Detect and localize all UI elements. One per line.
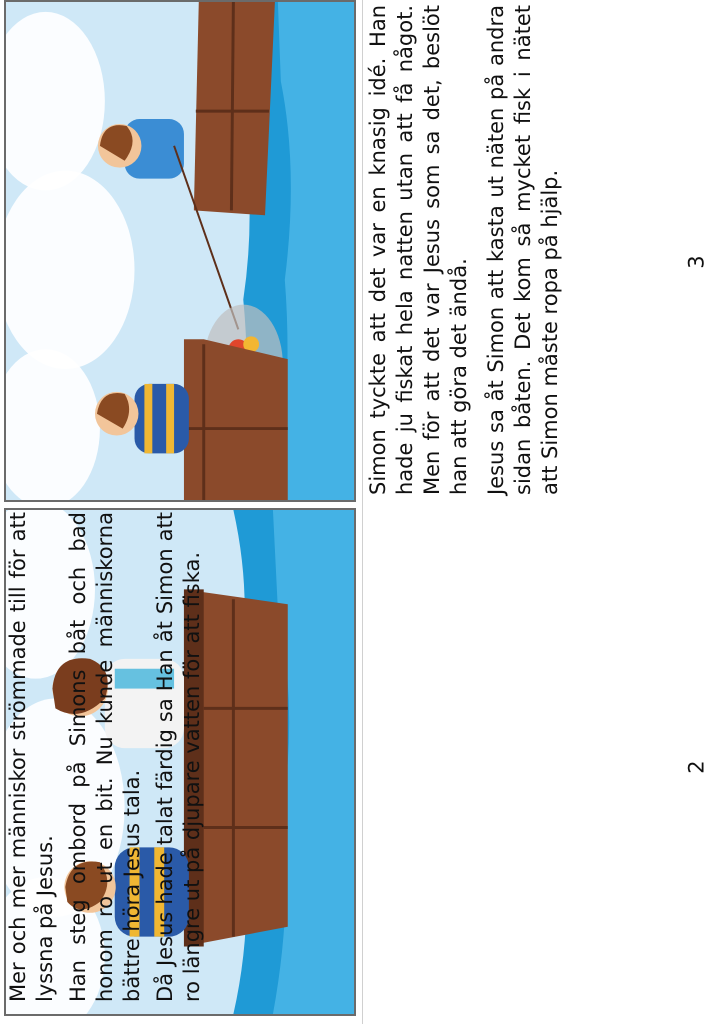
page-3-number: 3 [684,255,709,269]
illustration-net-full-of-fish [4,0,356,502]
page-2-number: 2 [684,760,709,774]
page-3-paragraph-2: Jesus sa åt Simon att kasta ut näten på andra sidan båten. Det kom så mycket fisk i nätet att Simon måste ropa på hjälp. [484,5,562,495]
page-2-paragraph-1: Mer och mer människor strömmade till för att lyssna på Jesus. [6,512,57,1002]
page-2-paragraph-3: Då Jesus hade talat färdig sa Han åt Simon att ro längre ut på djupare vatten för att fiska. [153,512,204,1002]
page-divider [362,0,363,1024]
page-3-paragraph-1: Simon tyckte att det var en knasig idé. Han hade ju fiskat hela natten utan att få något. Men för att det var Jesus som sa det, beslöt han att göra det ändå. [366,5,471,495]
page-2-text [5,512,305,1002]
page-2-paragraph-2: Han steg ombord på Simons båt och bad honom ro ut en bit. Nu kunde människorna bättre höra Jesus tala. [66,512,144,1002]
page-3-text [365,5,665,495]
